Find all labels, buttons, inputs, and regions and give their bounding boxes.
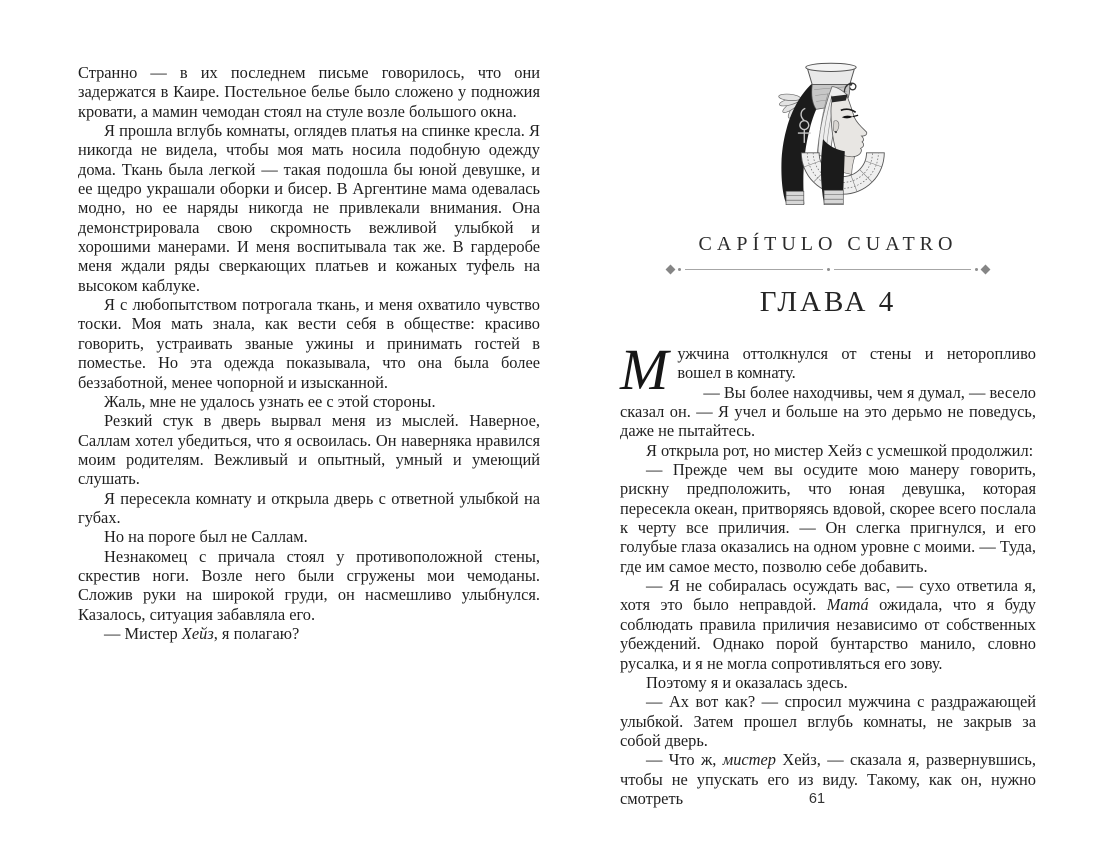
divider-diamond-icon [981, 265, 991, 275]
chapter-heading-russian: ГЛАВА 4 [759, 286, 897, 318]
divider-diamond-icon [666, 265, 676, 275]
paragraph: — Что ж, мистер Хейз, — сказала я, развернувшись, чтобы не упускать его из виду. Такому, как он, нужно смотреть [620, 750, 1036, 808]
chapter-divider [667, 266, 989, 273]
italic-text: Mamá [826, 595, 869, 615]
paragraph: Жаль, мне не удалось узнать ее с этой стороны. [104, 391, 436, 411]
paragraph: Мужчина оттолкнулся от стены и неторопливо вошел в комнату. [620, 337, 1036, 402]
divider-line [834, 269, 972, 270]
paragraph: — Ах вот как? — спросил мужчина с раздражающей улыбкой. Затем прошел вглубь комнаты, не закрыв за собой дверь. [620, 692, 1036, 750]
paragraph: Но на пороге был не Саллам. [104, 527, 308, 547]
left-page-text [78, 63, 540, 643]
right-page-text [620, 337, 1037, 808]
italic-text: мистер [722, 750, 776, 770]
divider-dot-icon [678, 268, 681, 271]
paragraph: Поэтому я и оказалась здесь. [646, 672, 848, 692]
right-page [620, 0, 1036, 845]
paragraph: Резкий стук в дверь вырвал меня из мыслей. Наверное, Саллам хотел убедиться, что я освоилась. Он наверняка нравился моим родителям. Вежливый и опытный, умный и умеющий слушать. [78, 411, 540, 489]
paragraph: Я пересекла комнату и открыла дверь с ответной улыбкой на губах. [78, 488, 540, 527]
chapter-heading-spanish: CAPÍTULO CUATRO [698, 233, 958, 255]
chapter-illustration-wrap [620, 0, 1036, 217]
paragraph: — Прежде чем вы осудите мою манеру говорить, рискну предположить, что юная девушка, которая пересекла океан, притворяясь вдовой, скорее всего послала к черту все приличия. — Он слегка пригнулся, и его голубые глаза оказались на одном уровне с моими. — Туда, где им самое место, позволю себе добавить. [620, 460, 1036, 576]
paragraph: — Вы более находчивы, чем я думал, — весело сказал он. — Я учел и больше на это дерьмо не поведусь, даже не пытайтесь. [620, 382, 1036, 441]
paragraph: Я открыла рот, но мистер Хейз с усмешкой продолжил: [646, 440, 1034, 460]
page-number: 61 [808, 791, 826, 807]
paragraph: — Мистер Хейз, я полагаю? [104, 623, 300, 643]
italic-text: Хейз [181, 623, 214, 643]
paragraph: — Я не собиралась осуждать вас, — сухо ответила я, хотя это было неправдой. Mamá ожидала, что я буду соблюдать правила приличия независимо от собственных убеждений. Однако порой бунтарство манило, словно русалка, и я не могла сопротивляться его зову. [620, 576, 1037, 673]
paragraph: Я прошла вглубь комнаты, оглядев платья на спинке кресла. Я никогда не видела, чтобы моя мать носила подобную одежду дома. Ткань была легкой — такая подошла бы юной девушке, и ее щедро украшали оборки и бисер. В Аргентине мама одевалась модно, но ее наряды никогда не привлекали внимания. Она демонстрировала свою скромность вежливой улыбкой и хорошими манерами. И меня воспитывала так же. В гардеробе меня ждали ряды сверкающих платьев и кожаных туфель на высоком каблуке. [78, 121, 540, 295]
drop-cap: М [620, 337, 669, 402]
divider-dot-icon [975, 268, 978, 271]
paragraph: Странно — в их последнем письме говорилось, что они задержатся в Каире. Постельное белье было сложено у подножия кровати, а мамин чемодан стоял на стуле возле большого окна. [78, 63, 540, 121]
paragraph: Я с любопытством потрогала ткань, и меня охватило чувство тоски. Моя мать знала, как вести себя в обществе: красиво говорить, устраивать званые ужины и принимать гостей в поместье. Но эта одежда показывала, что она была более беззаботной, менее чопорной и изысканной. [78, 295, 540, 392]
egyptian-queen-illustration [749, 54, 907, 217]
paragraph: Незнакомец с причала стоял у противоположной стены, скрестив ноги. Возле него были сгружены мои чемоданы. Сложив руки на широкой груди, он насмешливо улыбнулся. Казалось, ситуация забавляла его. [78, 546, 540, 624]
divider-dot-icon [827, 268, 830, 271]
divider-line [685, 269, 823, 270]
